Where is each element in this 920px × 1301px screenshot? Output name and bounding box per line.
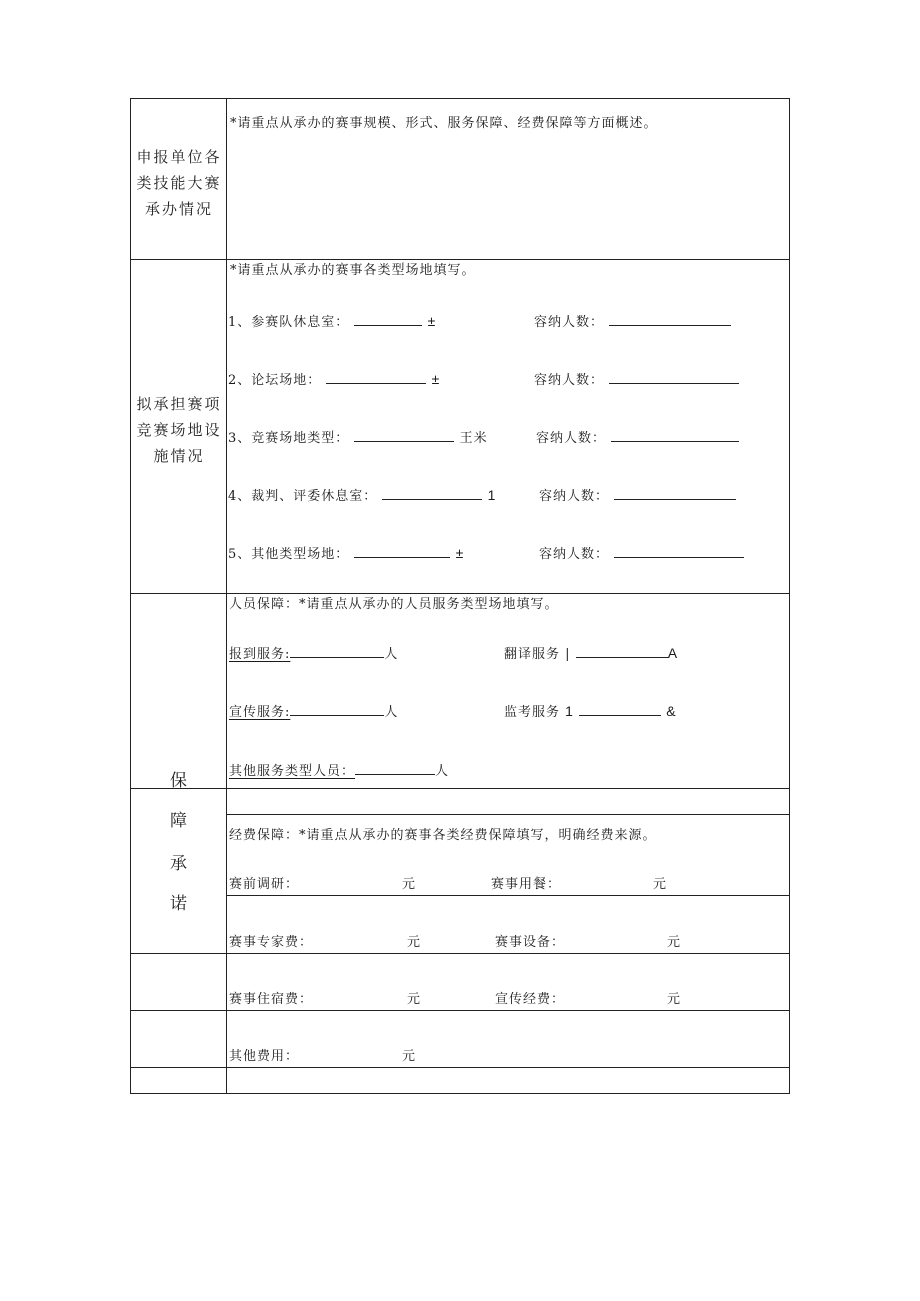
row-divider <box>130 259 790 260</box>
table-border-left <box>130 98 131 1094</box>
venue-item-label: 5、其他类型场地： <box>228 547 350 562</box>
report-service-row <box>229 644 398 663</box>
venue-unit: ± <box>431 371 441 387</box>
publicity-service-label: 宣传服务: <box>229 705 291 720</box>
table-border-top <box>130 98 790 99</box>
capacity-field[interactable] <box>611 428 739 442</box>
label-line: 承办情况 <box>144 200 213 218</box>
field-mark: 1 <box>565 703 574 719</box>
unit-label: 人 <box>384 705 399 720</box>
row-divider <box>226 814 790 815</box>
field-mark: | <box>565 647 571 662</box>
venue-capacity <box>539 544 744 563</box>
other-staff-label: 其他服务类型人员： <box>229 764 356 779</box>
other-staff-field[interactable] <box>355 761 435 775</box>
venue-capacity <box>536 428 739 447</box>
venue-size-field[interactable] <box>354 544 450 558</box>
venue-size-field[interactable] <box>326 370 426 384</box>
label-line: 竞赛场地设 <box>136 421 222 439</box>
report-service-label: 报到服务: <box>229 647 291 662</box>
publicity-service-field[interactable] <box>290 702 384 716</box>
venue-row <box>228 312 436 331</box>
section-label-guarantee-char: 诺 <box>170 894 187 914</box>
venue-unit: ± <box>427 313 437 329</box>
venue-row <box>228 370 440 389</box>
label-line: 申报单位各 <box>136 148 222 166</box>
translation-service-field[interactable] <box>576 644 668 658</box>
venue-item-label: 4、裁判、评委休息室： <box>228 489 378 504</box>
capacity-label: 容纳人数： <box>534 315 605 330</box>
report-service-field[interactable] <box>290 644 384 658</box>
venue-size-field[interactable] <box>354 312 422 326</box>
capacity-field[interactable] <box>609 312 731 326</box>
capacity-label: 容纳人数： <box>539 547 610 562</box>
unit-label: 元 <box>667 935 682 950</box>
venue-capacity <box>539 486 736 505</box>
proctor-service-label: 监考服务 <box>504 705 561 720</box>
capacity-field[interactable] <box>614 544 744 558</box>
pre-event-survey-label: 赛前调研： <box>229 877 300 892</box>
venue-row <box>228 428 488 447</box>
capacity-field[interactable] <box>609 370 739 384</box>
event-equipment-label: 赛事设备： <box>495 935 566 950</box>
table-border-bottom <box>130 1093 790 1094</box>
row-divider <box>130 593 790 594</box>
table-border-right <box>789 98 790 1094</box>
venue-size-field[interactable] <box>382 486 482 500</box>
unit-label: 人 <box>435 764 450 779</box>
venue-row <box>228 486 496 505</box>
unit-label: 元 <box>653 877 668 892</box>
publicity-fund-label: 宣传经费： <box>495 992 566 1007</box>
unit-label: 元 <box>667 992 682 1007</box>
section-label-guarantee-char: 承 <box>170 854 187 874</box>
translation-service-row <box>504 644 678 663</box>
label-line: 施情况 <box>153 447 205 465</box>
row-divider <box>130 1010 790 1011</box>
unit-label: 人 <box>384 647 399 662</box>
unit-label: 元 <box>402 877 417 892</box>
event-meals-label: 赛事用餐： <box>491 877 562 892</box>
venue-item-label: 1、参赛队休息室： <box>228 315 350 330</box>
unit-label: 元 <box>407 935 422 950</box>
section-label-hosting-experience <box>132 144 226 222</box>
label-line: 拟承担赛项 <box>136 395 222 413</box>
expert-fee-label: 赛事专家费： <box>229 935 314 950</box>
personnel-note: 人员保障：*请重点从承办的人员服务类型场地填写。 <box>229 597 559 612</box>
publicity-service-row <box>229 702 398 721</box>
capacity-label: 容纳人数： <box>539 489 610 504</box>
venue-capacity <box>534 370 739 389</box>
section-label-venue-facilities <box>132 391 226 469</box>
venue-item-label: 3、竞赛场地类型： <box>228 431 350 446</box>
venue-capacity <box>534 312 731 331</box>
row-divider <box>130 788 790 789</box>
proctor-service-row <box>504 702 677 721</box>
capacity-label: 容纳人数： <box>534 373 605 388</box>
proctor-service-field[interactable] <box>579 702 661 716</box>
venue-unit: ± <box>455 545 465 561</box>
hosting-note: *请重点从承办的赛事规模、形式、服务保障、经费保障等方面概述。 <box>230 116 658 131</box>
other-staff-row <box>229 761 449 780</box>
unit-label: 元 <box>407 992 422 1007</box>
other-expense-label: 其他费用： <box>229 1049 300 1064</box>
section-label-guarantee-char: 保 <box>170 771 187 791</box>
unit-label: A <box>667 645 679 661</box>
accommodation-fee-label: 赛事住宿费： <box>229 992 314 1007</box>
venue-size-field[interactable] <box>354 428 454 442</box>
capacity-label: 容纳人数： <box>536 431 607 446</box>
venue-unit: 王米 <box>459 431 488 446</box>
row-divider <box>226 895 790 896</box>
row-divider <box>130 953 790 954</box>
section-label-guarantee-char: 障 <box>170 811 187 831</box>
venue-note: *请重点从承办的赛事各类型场地填写。 <box>230 263 476 278</box>
funding-note: 经费保障：*请重点从承办的赛事各类经费保障填写，明确经费来源。 <box>229 828 657 843</box>
capacity-field[interactable] <box>614 486 736 500</box>
row-divider <box>130 1067 790 1068</box>
unit-label: & <box>666 703 677 719</box>
venue-unit: 1 <box>487 487 497 503</box>
venue-item-label: 2、论坛场地： <box>228 373 322 388</box>
translation-service-label: 翻译服务 <box>504 647 561 662</box>
venue-row <box>228 544 464 563</box>
unit-label: 元 <box>402 1049 417 1064</box>
label-line: 类技能大赛 <box>136 174 222 192</box>
column-divider <box>226 98 227 1094</box>
